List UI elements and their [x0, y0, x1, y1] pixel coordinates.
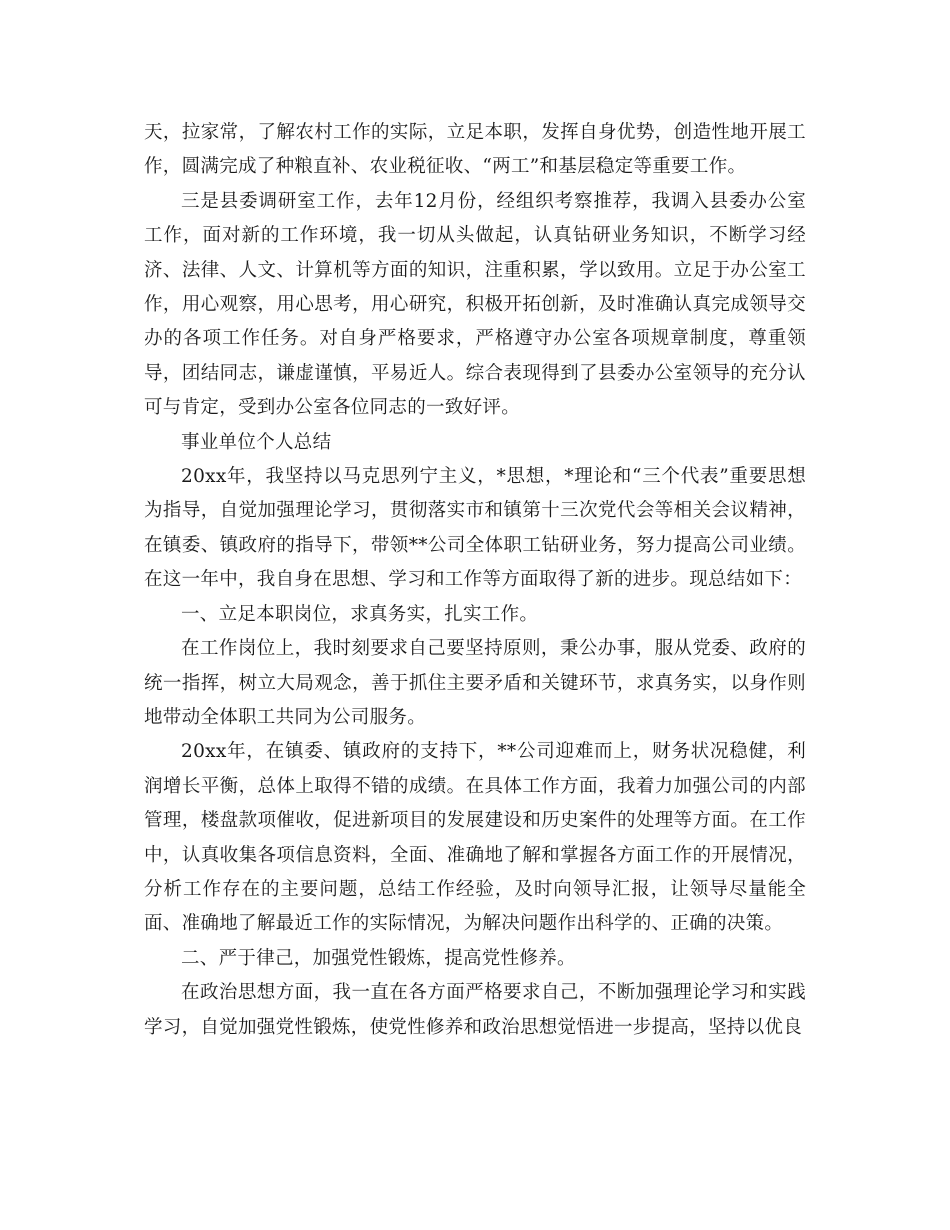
heading-point-one: 一、立足本职岗位，求真务实，扎实工作。 [181, 603, 539, 625]
paragraph-company-work: 20xx年，在镇委、镇政府的支持下，**公司迎难而上，财务状况稳健，利润增长平衡，总体上取得不错的成绩。在具体工作方面，我着力加强公司的内部管理，楼盘款项催收，促进新项目的发展建设和历史案件的处理等方面。在工作中，认真收集各项信息资料，全面、准确地了解和掌握各方面工作的开展情况，分析工作存在的主要问题，总结工作经验，及时向领导汇报，让领导尽量能全面、准确地了解最近工作的实际情况，为解决问题作出科学的、正确的决策。 [144, 741, 806, 935]
paragraph-intro: 20xx年，我坚持以马克思列宁主义，*思想，*理论和“三个代表”重要思想为指导，自觉加强理论学习，贯彻落实市和镇第十三次党代会等相关会议精神，在镇委、镇政府的指导下，带领**公司全体职工钻研业务，努力提高公司业绩。在这一年中，我自身在思想、学习和工作等方面取得了新的进步。现总结如下： [144, 466, 806, 591]
paragraph-work-post: 在工作岗位上，我时刻要求自己要坚持原则，秉公办事，服从党委、政府的统一指挥，树立大局观念，善于抓住主要矛盾和关键环节，求真务实，以身作则地带动全体职工共同为公司服务。 [144, 638, 806, 728]
paragraph-county-research-office: 三是县委调研室工作，去年12月份，经组织考察推荐，我调入县委办公室工作，面对新的工作环境，我一切从头做起，认真钻研业务知识，不断学习经济、法律、人文、计算机等方面的知识，注重积累，学以致用。立足于办公室工作，用心观察，用心思考，用心研究，积极开拓创新，及时准确认真完成领导交办的各项工作任务。对自身严格要求，严格遵守办公室各项规章制度，尊重领导，团结同志，谦虚谨慎，平易近人。综合表现得到了县委办公室领导的充分认可与肯定，受到办公室各位同志的一致好评。 [144, 190, 806, 419]
paragraph-political-thought: 在政治思想方面，我一直在各方面严格要求自己，不断加强理论学习和实践学习，自觉加强党性锻炼，使党性修养和政治思想觉悟进一步提高，坚持以优良 [144, 982, 806, 1038]
heading-point-two: 二、严于律己，加强党性锻炼，提高党性修养。 [181, 947, 576, 969]
paragraph-continuation: 天，拉家常，了解农村工作的实际，立足本职，发挥自身优势，创造性地开展工作，圆满完成了种粮直补、农业税征收、“两工”和基层稳定等重要工作。 [144, 122, 806, 178]
section-heading-summary: 事业单位个人总结 [181, 431, 332, 453]
document-body [144, 116, 806, 1045]
